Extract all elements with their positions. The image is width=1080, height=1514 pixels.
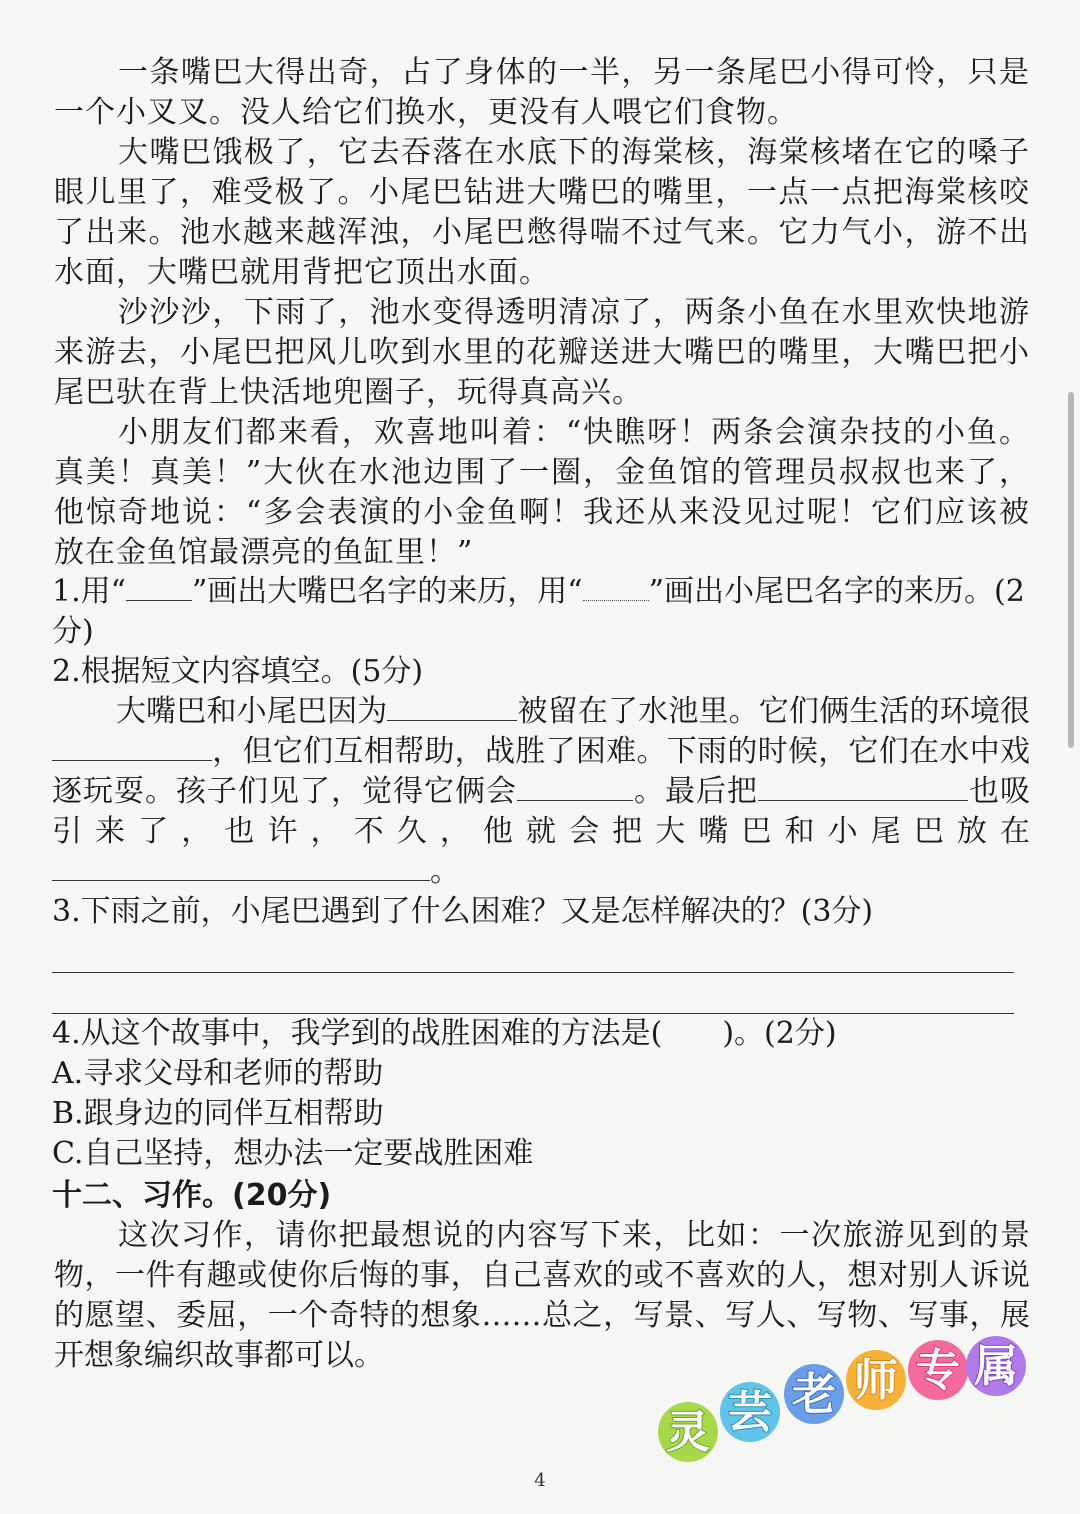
passage-paragraph-2: 大嘴巴饿极了，它去吞落在水底下的海棠核，海棠核堵在它的嗓子眼儿里了，难受极了。小尾巴钻进大嘴巴的嘴里，一点一点把海棠核咬了出来。池水越来越浑浊，小尾巴憋得喘不过气来。它力气小，游不出水面，大嘴巴就用背把它顶出水面。 [54,135,1030,290]
question-1-text-c: ”画出小尾巴名字的来历。(2分) [52,574,1025,649]
question-1-text-a: 1.用“ [52,574,126,609]
passage-paragraph-3: 沙沙沙，下雨了，池水变得透明清凉了，两条小鱼在水里欢快地游来游去，小尾巴把风儿吹到水里的花瓣送进大嘴巴的嘴里，大嘴巴把小尾巴驮在背上快活地兜圈子，玩得真高兴。 [54,295,1030,410]
q2-blank-4[interactable] [758,772,968,801]
wavy-underline-sample [583,572,649,601]
q2-text-1: 大嘴巴和小尾巴因为 [116,694,388,729]
q4-option-c: C.自己坚持，想办法一定要战胜困难 [52,1136,534,1171]
teacher-watermark-logo [650,1330,1030,1470]
watermark-char-2: 芸 [728,1387,772,1438]
watermark-char-5: 专 [916,1345,960,1396]
page-number: 4 [534,1470,546,1491]
q4-option-b: B.跟身边的同伴互相帮助 [52,1096,384,1131]
q2-text-6: 。 [430,854,460,889]
question-3-title: 3.下雨之前，小尾巴遇到了什么困难？又是怎样解决的？(3分) [52,894,874,929]
q2-text-3: ，但它们互相帮助，战胜了困难。下雨的时候，它们在水中戏逐玩耍。孩子们见了，觉得它俩会 [52,734,1030,809]
q3-answer-line-1[interactable] [52,932,1014,973]
watermark-char-3: 老 [792,1369,836,1420]
q2-text-4: 。最后把 [633,774,758,809]
q2-text-5: 也吸引来了，也许，不久，他就会把大嘴巴和小尾巴放在 [52,774,1030,849]
question-2-fill-paragraph [52,692,1030,892]
section-12-title: 十二、习作。(20分) [52,1178,332,1213]
q2-blank-5[interactable] [52,852,430,881]
q2-blank-1[interactable] [387,692,517,721]
question-4-title: 4.从这个故事中，我学到的战胜困难的方法是( )。(2分) [52,1016,837,1051]
q2-blank-2[interactable] [52,732,212,761]
passage-paragraph-4: 小朋友们都来看，欢喜地叫着：“快瞧呀！两条会演杂技的小鱼。真美！真美！”大伙在水池边围了一圈，金鱼馆的管理员叔叔也来了，他惊奇地说：“多会表演的小金鱼啊！我还从来没见过呢！它们应该被放在金鱼馆最漂亮的鱼缸里！” [54,415,1030,570]
question-2-title: 2.根据短文内容填空。(5分) [52,654,424,689]
questions-section [52,572,1030,1174]
question-1-text-b: ”画出大嘴巴名字的来历，用“ [191,574,583,609]
reading-passage [54,53,1030,573]
q2-blank-3[interactable] [517,772,633,801]
scrollbar-thumb[interactable] [1068,392,1074,748]
q2-text-2: 被留在了水池里。它们俩生活的环境很 [517,694,1031,729]
passage-paragraph-1: 一条嘴巴大得出奇，占了身体的一半，另一条尾巴小得可怜，只是一个小叉叉。没人给它们换水，更没有人喂它们食物。 [54,55,1030,130]
straight-underline-sample [126,572,192,601]
q4-option-a: A.寻求父母和老师的帮助 [52,1056,384,1091]
watermark-char-6: 属 [974,1341,1018,1392]
watermark-char-4: 师 [854,1355,898,1406]
q3-answer-line-2[interactable] [52,973,1014,1014]
question-1 [52,572,1030,652]
watermark-char-1: 灵 [666,1407,710,1458]
writing-prompt-text: 这次习作，请你把最想说的内容写下来，比如：一次旅游见到的景物，一件有趣或使你后悔的事，自己喜欢的或不喜欢的人，想对别人诉说的愿望、委屈，一个奇特的想象……总之，写景、写人、写物、写事，展开想象编织故事都可以。 [54,1218,1030,1373]
